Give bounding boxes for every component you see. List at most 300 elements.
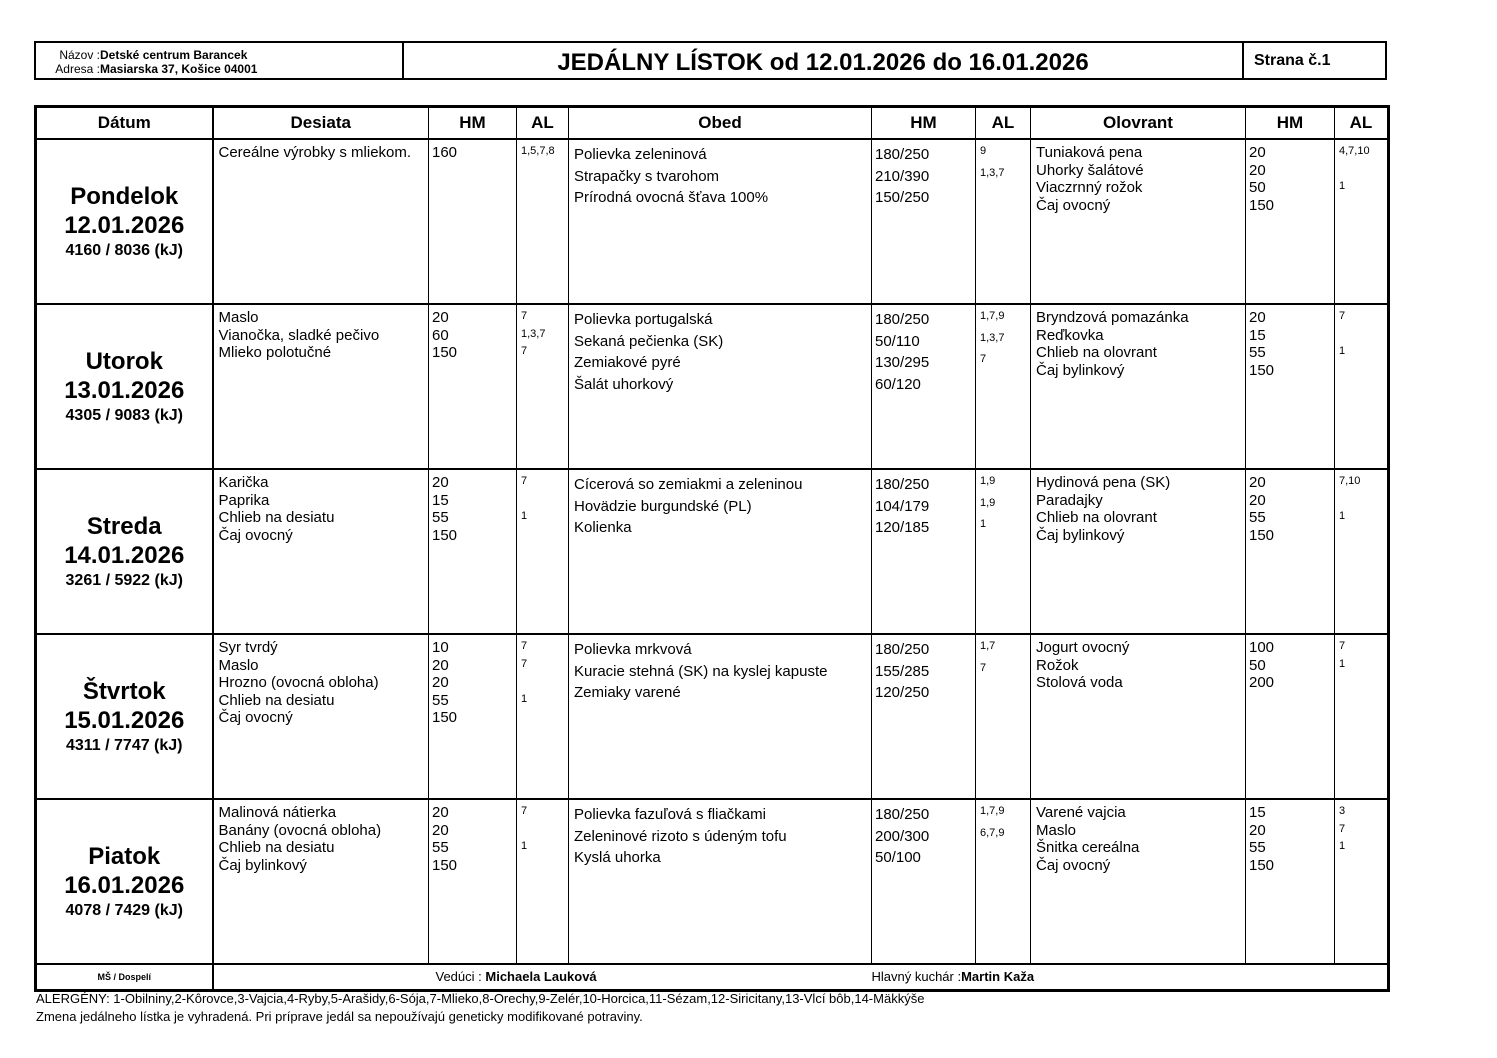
olovrant-item-weight: 50 <box>1249 179 1266 196</box>
desiata-item-name: Hrozno (ovocná obloha) <box>218 674 379 691</box>
desiata-allergens <box>517 635 568 727</box>
olovrant-item-name: Čaj bylinkový <box>1036 361 1125 379</box>
obed-allergens <box>976 305 1030 395</box>
obed-allergens <box>976 470 1030 539</box>
obed-allergens <box>976 140 1030 209</box>
obed-item-weight: 180/250 <box>875 311 930 328</box>
column-header-olovrant-hm: HM <box>1246 107 1335 140</box>
obed-item-allergens <box>980 847 1030 869</box>
olovrant-item-weight: 20 <box>1249 309 1266 326</box>
obed-items <box>569 470 871 539</box>
obed-allergens <box>976 635 1030 704</box>
day-date: 15.01.2026 <box>64 706 185 734</box>
desiata-item-allergens: 7 <box>521 640 528 652</box>
obed-weights <box>872 305 975 395</box>
olovrant-item-weight: 55 <box>1249 344 1266 361</box>
desiata-item-weight: 55 <box>432 839 449 856</box>
address-label: Adresa : <box>55 62 100 76</box>
desiata-item-weight: 160 <box>432 144 458 161</box>
day-name: Pondelok <box>70 182 179 210</box>
desiata-item-name: Chlieb na desiatu <box>218 691 335 709</box>
obed-weights <box>872 635 975 704</box>
head-chef-name: Martin Kaža <box>961 969 1035 984</box>
olovrant-weights <box>1246 800 1334 874</box>
desiata-item-weight: 55 <box>432 509 449 526</box>
desiata-items <box>214 140 429 162</box>
olovrant-hm-cell <box>1246 139 1335 304</box>
desiata-item-name: Paprika <box>218 491 270 509</box>
olovrant-al-cell <box>1335 469 1389 634</box>
obed-item-name: Kolienka <box>574 519 632 536</box>
day-energy: 4078 / 7429 (kJ) <box>65 901 183 919</box>
obed-item-allergens: 6,7,9 <box>980 826 1005 839</box>
olovrant-item-weight: 20 <box>1249 144 1266 161</box>
desiata-hm-cell <box>429 469 517 634</box>
day-date-cell <box>36 799 213 964</box>
olovrant-item-allergens: 1 <box>1339 180 1346 192</box>
desiata-item-name: Maslo <box>218 656 259 674</box>
olovrant-item-name: Bryndzová pomazánka <box>1036 309 1189 326</box>
olovrant-item-name: Šnitka cereálna <box>1036 839 1140 856</box>
obed-item-name: Polievka fazuľová s fliačkami <box>574 806 766 823</box>
day-date: 12.01.2026 <box>64 211 185 239</box>
obed-item-name: Kuracie stehná (SK) na kyslej kapuste <box>574 662 828 680</box>
desiata-item-weight: 150 <box>432 344 458 361</box>
olovrant-items-cell <box>1031 469 1246 634</box>
obed-item-weight: 200/300 <box>875 827 930 845</box>
obed-item-weight: 180/250 <box>875 806 930 823</box>
obed-item-allergens: 1,3,7 <box>980 166 1005 179</box>
day-row <box>36 139 1389 304</box>
olovrant-items <box>1031 635 1245 692</box>
desiata-item-name: Banány (ovocná obloha) <box>218 821 382 839</box>
footer-row <box>36 964 1389 991</box>
olovrant-items <box>1031 305 1245 379</box>
obed-item-name: Zemiakové pyré <box>574 354 681 371</box>
obed-item-name: Zemiaky varené <box>574 684 681 701</box>
olovrant-item-weight: 100 <box>1249 639 1275 656</box>
diner-type: MŠ / Dospelí <box>36 964 213 991</box>
olovrant-allergens <box>1335 635 1387 692</box>
olovrant-allergens <box>1335 305 1387 379</box>
desiata-allergens <box>517 800 568 874</box>
desiata-item-allergens: 7 <box>521 310 528 322</box>
obed-items-cell <box>569 799 872 964</box>
obed-item-allergens <box>980 682 1030 704</box>
obed-item-weight: 50/110 <box>875 332 920 350</box>
obed-item-allergens: 1,9 <box>980 496 996 509</box>
page-title: JEDÁLNY LÍSTOK od 12.01.2026 do 16.01.2026 <box>557 48 1089 76</box>
facility-name: Detské centrum Barancek <box>100 48 248 62</box>
column-header-obed: Obed <box>569 107 872 140</box>
olovrant-item-allergens: 1 <box>1339 345 1346 357</box>
desiata-al-cell <box>517 634 569 799</box>
desiata-item-weight: 20 <box>432 674 449 691</box>
olovrant-item-name: Maslo <box>1036 821 1077 839</box>
olovrant-items-cell <box>1031 634 1246 799</box>
obed-weights <box>872 140 975 209</box>
desiata-item-name: Cereálne výrobky s mliekom. <box>218 144 412 161</box>
obed-item-allergens: 1,7,9 <box>980 310 1005 322</box>
desiata-item-allergens: 1 <box>521 692 528 705</box>
day-date-cell <box>36 139 213 304</box>
day-date-cell <box>36 304 213 469</box>
obed-items <box>569 140 871 209</box>
desiata-hm-cell <box>429 799 517 964</box>
olovrant-item-name: Chlieb na olovrant <box>1036 344 1157 361</box>
desiata-al-cell <box>517 139 569 304</box>
obed-hm-cell <box>872 469 976 634</box>
day-name: Utorok <box>85 347 163 375</box>
olovrant-item-allergens <box>1339 527 1387 545</box>
olovrant-item-name: Varené vajcia <box>1036 804 1126 821</box>
desiata-item-name: Syr tvrdý <box>218 639 278 656</box>
olovrant-item-allergens: 7 <box>1339 640 1346 652</box>
obed-item-allergens <box>980 187 1030 209</box>
desiata-item-weight: 20 <box>432 821 449 839</box>
desiata-item-allergens: 7 <box>521 805 528 817</box>
obed-item-name: Kyslá uhorka <box>574 849 661 866</box>
column-header-obed-al: AL <box>976 107 1031 140</box>
desiata-item-name: Chlieb na desiatu <box>218 839 335 856</box>
olovrant-item-name: Paradajky <box>1036 491 1103 509</box>
obed-item-name: Sekaná pečienka (SK) <box>574 332 724 350</box>
day-name: Štvrtok <box>82 677 166 705</box>
olovrant-al-cell <box>1335 304 1389 469</box>
desiata-item-allergens <box>521 527 568 545</box>
day-energy: 3261 / 5922 (kJ) <box>65 571 183 589</box>
olovrant-hm-cell <box>1246 469 1335 634</box>
obed-item-weight: 180/250 <box>875 641 930 658</box>
desiata-item-allergens: 7 <box>521 657 528 670</box>
olovrant-item-name: Hydinová pena (SK) <box>1036 474 1171 491</box>
olovrant-item-allergens: 1 <box>1339 840 1346 852</box>
obed-al-cell <box>976 139 1031 304</box>
day-row <box>36 304 1389 469</box>
desiata-item-allergens: 1 <box>521 510 528 522</box>
olovrant-item-weight: 55 <box>1249 509 1266 526</box>
obed-item-weight: 180/250 <box>875 476 930 493</box>
facility-address: Masiarska 37, Košice 04001 <box>100 62 258 76</box>
obed-weights <box>872 470 975 539</box>
obed-al-cell <box>976 304 1031 469</box>
desiata-item-weight: 55 <box>432 691 449 709</box>
olovrant-al-cell <box>1335 634 1389 799</box>
menu-table <box>34 105 1390 992</box>
olovrant-item-allergens: 4,7,10 <box>1339 145 1370 157</box>
day-row <box>36 469 1389 634</box>
desiata-item-allergens <box>521 857 568 875</box>
desiata-items-cell <box>213 469 429 634</box>
olovrant-items <box>1031 470 1245 544</box>
manager <box>436 969 597 984</box>
obed-item-allergens: 1,3,7 <box>980 331 1005 344</box>
desiata-item-weight: 15 <box>432 491 449 509</box>
desiata-items-cell <box>213 139 429 304</box>
day-energy: 4311 / 7747 (kJ) <box>65 736 183 754</box>
table-header-row <box>36 107 1389 140</box>
obed-item-allergens: 7 <box>980 661 987 674</box>
column-header-desiata-al: AL <box>517 107 569 140</box>
desiata-items-cell <box>213 799 429 964</box>
desiata-item-weight: 60 <box>432 326 449 344</box>
manager-label: Vedúci : <box>435 969 482 984</box>
desiata-items <box>214 635 429 727</box>
olovrant-item-name: Rožok <box>1036 656 1079 674</box>
olovrant-hm-cell <box>1246 799 1335 964</box>
olovrant-item-name: Čaj ovocný <box>1036 196 1111 214</box>
desiata-item-name: Vianočka, sladké pečivo <box>218 326 380 344</box>
obed-item-weight: 180/250 <box>875 146 930 163</box>
desiata-al-cell <box>517 304 569 469</box>
desiata-items <box>214 305 429 362</box>
desiata-weights <box>429 470 516 544</box>
obed-item-weight: 130/295 <box>875 354 930 371</box>
olovrant-item-allergens <box>1339 362 1387 380</box>
olovrant-item-name: Čaj ovocný <box>1036 856 1111 874</box>
olovrant-items-cell <box>1031 304 1246 469</box>
olovrant-item-weight: 150 <box>1249 856 1275 874</box>
day-date-cell <box>36 634 213 799</box>
olovrant-item-allergens <box>1339 197 1387 215</box>
olovrant-item-allergens <box>1339 857 1387 875</box>
desiata-item-allergens: 7 <box>521 345 528 357</box>
desiata-weights <box>429 305 516 362</box>
obed-item-allergens: 1 <box>980 518 987 530</box>
obed-item-weight: 155/285 <box>875 662 930 680</box>
day-row <box>36 634 1389 799</box>
obed-item-allergens: 9 <box>980 145 987 157</box>
olovrant-item-name: Stolová voda <box>1036 674 1123 691</box>
column-header-date: Dátum <box>36 107 213 140</box>
obed-item-weight: 120/185 <box>875 519 930 536</box>
page-number: Strana č.1 <box>1242 43 1385 78</box>
obed-item-name: Polievka zeleninová <box>574 146 707 163</box>
desiata-hm-cell <box>429 304 517 469</box>
notes <box>36 990 924 1026</box>
day-date: 16.01.2026 <box>64 871 185 899</box>
obed-hm-cell <box>872 799 976 964</box>
olovrant-allergens <box>1335 140 1387 214</box>
olovrant-item-weight: 15 <box>1249 326 1266 344</box>
olovrant-items-cell <box>1031 799 1246 964</box>
desiata-item-allergens <box>521 709 568 727</box>
obed-item-name: Hovädzie burgundské (PL) <box>574 497 752 515</box>
olovrant-item-weight: 50 <box>1249 656 1266 674</box>
desiata-item-name: Čaj ovocný <box>218 526 293 544</box>
desiata-item-allergens <box>521 822 568 840</box>
day-energy: 4160 / 8036 (kJ) <box>65 241 183 259</box>
day-name: Piatok <box>88 842 161 870</box>
obed-item-weight: 50/100 <box>875 849 921 866</box>
obed-item-weight: 104/179 <box>875 497 930 515</box>
obed-hm-cell <box>872 304 976 469</box>
olovrant-al-cell <box>1335 139 1389 304</box>
obed-item-weight: 60/120 <box>875 375 921 393</box>
desiata-item-name: Chlieb na desiatu <box>218 509 335 526</box>
obed-item-weight: 120/250 <box>875 684 930 701</box>
desiata-hm-cell <box>429 634 517 799</box>
olovrant-al-cell <box>1335 799 1389 964</box>
obed-item-name: Šalát uhorkový <box>574 375 674 393</box>
olovrant-hm-cell <box>1246 304 1335 469</box>
desiata-hm-cell <box>429 139 517 304</box>
name-label: Názov : <box>59 48 100 62</box>
head-chef-label: Hlavný kuchár : <box>871 969 962 984</box>
olovrant-item-name: Reďkovka <box>1036 326 1104 344</box>
obed-al-cell <box>976 634 1031 799</box>
desiata-item-weight: 20 <box>432 309 449 326</box>
day-date-cell <box>36 469 213 634</box>
olovrant-item-weight: 20 <box>1249 161 1266 179</box>
desiata-item-weight: 20 <box>432 804 449 821</box>
obed-weights <box>872 800 975 869</box>
column-header-desiata-hm: HM <box>429 107 517 140</box>
olovrant-item-weight: 150 <box>1249 526 1275 544</box>
desiata-weights <box>429 140 516 162</box>
desiata-item-weight: 150 <box>432 856 458 874</box>
obed-item-allergens: 1,7 <box>980 640 996 652</box>
manager-name: Michaela Lauková <box>485 969 597 984</box>
desiata-item-name: Čaj ovocný <box>218 709 293 726</box>
desiata-item-name: Karička <box>218 474 269 491</box>
obed-items-cell <box>569 469 872 634</box>
desiata-item-allergens <box>521 492 568 510</box>
column-header-obed-hm: HM <box>872 107 976 140</box>
olovrant-item-weight: 150 <box>1249 196 1275 214</box>
olovrant-item-weight: 20 <box>1249 491 1266 509</box>
day-energy: 4305 / 9083 (kJ) <box>65 406 183 424</box>
desiata-item-weight: 20 <box>432 656 449 674</box>
olovrant-item-name: Jogurt ovocný <box>1036 639 1130 656</box>
head-chef <box>872 969 1035 984</box>
obed-items <box>569 305 871 395</box>
obed-item-weight: 210/390 <box>875 167 930 185</box>
obed-item-name: Zeleninové rizoto s údeným tofu <box>574 827 787 845</box>
desiata-item-allergens: 7 <box>521 475 528 487</box>
desiata-item-allergens <box>521 674 568 692</box>
column-header-olovrant: Olovrant <box>1031 107 1246 140</box>
desiata-weights <box>429 635 516 727</box>
obed-item-name: Strapačky s tvarohom <box>574 167 720 185</box>
olovrant-item-weight: 15 <box>1249 804 1266 821</box>
desiata-al-cell <box>517 469 569 634</box>
olovrant-items-cell <box>1031 139 1246 304</box>
olovrant-weights <box>1246 140 1334 214</box>
desiata-items <box>214 470 429 544</box>
desiata-items <box>214 800 429 874</box>
olovrant-allergens <box>1335 470 1387 544</box>
olovrant-item-allergens: 7 <box>1339 822 1346 835</box>
obed-hm-cell <box>872 139 976 304</box>
obed-items <box>569 635 871 704</box>
desiata-al-cell <box>517 799 569 964</box>
desiata-items-cell <box>213 634 429 799</box>
obed-items-cell <box>569 139 872 304</box>
olovrant-item-weight: 55 <box>1249 839 1266 856</box>
olovrant-item-allergens: 7,10 <box>1339 475 1361 487</box>
olovrant-item-weight: 150 <box>1249 361 1275 379</box>
desiata-allergens <box>517 305 568 362</box>
olovrant-item-name: Čaj bylinkový <box>1036 526 1125 544</box>
menu-header <box>34 41 1387 80</box>
desiata-allergens <box>517 140 568 162</box>
obed-al-cell <box>976 469 1031 634</box>
obed-item-weight: 150/250 <box>875 189 930 206</box>
olovrant-item-allergens <box>1339 674 1387 692</box>
olovrant-hm-cell <box>1246 634 1335 799</box>
olovrant-item-allergens <box>1339 492 1387 510</box>
olovrant-item-allergens: 7 <box>1339 310 1346 322</box>
day-date: 13.01.2026 <box>64 376 185 404</box>
obed-item-name: Cícerová so zemiakmi a zeleninou <box>574 476 803 493</box>
olovrant-item-weight: 200 <box>1249 674 1275 691</box>
desiata-item-weight: 150 <box>432 709 458 726</box>
desiata-allergens <box>517 470 568 544</box>
obed-item-name: Polievka portugalská <box>574 311 713 328</box>
desiata-weights <box>429 800 516 874</box>
obed-items-cell <box>569 304 872 469</box>
olovrant-item-allergens <box>1339 162 1387 180</box>
obed-items <box>569 800 871 869</box>
obed-item-allergens: 7 <box>980 353 987 365</box>
desiata-item-allergens: 1,3,7 <box>521 327 546 340</box>
facility-info <box>36 43 404 78</box>
disclaimer: Zmena jedálneho lístka je vyhradená. Pri príprave jedál sa nepoužívajú geneticky modifikované potraviny. <box>36 1009 643 1024</box>
desiata-item-allergens: 1,5,7,8 <box>521 145 555 157</box>
obed-item-name: Polievka mrkvová <box>574 641 692 658</box>
olovrant-item-name: Tuniaková pena <box>1036 144 1143 161</box>
column-header-olovrant-al: AL <box>1335 107 1389 140</box>
olovrant-allergens <box>1335 800 1387 874</box>
staff-info <box>213 964 1389 991</box>
desiata-items-cell <box>213 304 429 469</box>
desiata-item-allergens: 1 <box>521 840 528 852</box>
obed-hm-cell <box>872 634 976 799</box>
olovrant-item-name: Chlieb na olovrant <box>1036 509 1157 526</box>
desiata-item-weight: 150 <box>432 526 458 544</box>
obed-item-allergens: 1,7,9 <box>980 805 1005 817</box>
obed-allergens <box>976 800 1030 869</box>
olovrant-weights <box>1246 470 1334 544</box>
olovrant-item-name: Uhorky šalátové <box>1036 161 1144 179</box>
olovrant-item-name: Viaczrnný rožok <box>1036 179 1143 196</box>
allergen-legend: ALERGÉNY: 1-Obilniny,2-Kôrovce,3-Vajcia,4-Ryby,5-Arašidy,6-Sója,7-Mlieko,8-Orechy,9-Zelér,10-Horcica,11-Sézam,12-Siricitany,13-Vlcí bôb,14-Mäkkýše <box>36 991 925 1006</box>
desiata-item-weight: 20 <box>432 474 449 491</box>
olovrant-item-weight: 20 <box>1249 474 1266 491</box>
obed-item-allergens: 1,9 <box>980 475 996 487</box>
olovrant-weights <box>1246 635 1334 692</box>
olovrant-item-allergens: 3 <box>1339 805 1346 817</box>
obed-items-cell <box>569 634 872 799</box>
desiata-item-name: Mlieko polotučné <box>218 344 332 361</box>
obed-item-allergens <box>980 374 1030 396</box>
olovrant-item-allergens: 1 <box>1339 510 1346 522</box>
day-row <box>36 799 1389 964</box>
olovrant-items <box>1031 140 1245 214</box>
obed-item-name: Prírodná ovocná šťava 100% <box>574 189 769 206</box>
olovrant-item-allergens <box>1339 327 1387 345</box>
olovrant-item-allergens: 1 <box>1339 657 1346 670</box>
day-name: Streda <box>86 512 162 540</box>
olovrant-item-weight: 20 <box>1249 821 1266 839</box>
column-header-desiata: Desiata <box>213 107 429 140</box>
desiata-item-name: Malinová nátierka <box>218 804 337 821</box>
desiata-item-weight: 10 <box>432 639 449 656</box>
desiata-item-name: Maslo <box>218 309 259 326</box>
desiata-item-name: Čaj bylinkový <box>218 856 307 874</box>
olovrant-items <box>1031 800 1245 874</box>
